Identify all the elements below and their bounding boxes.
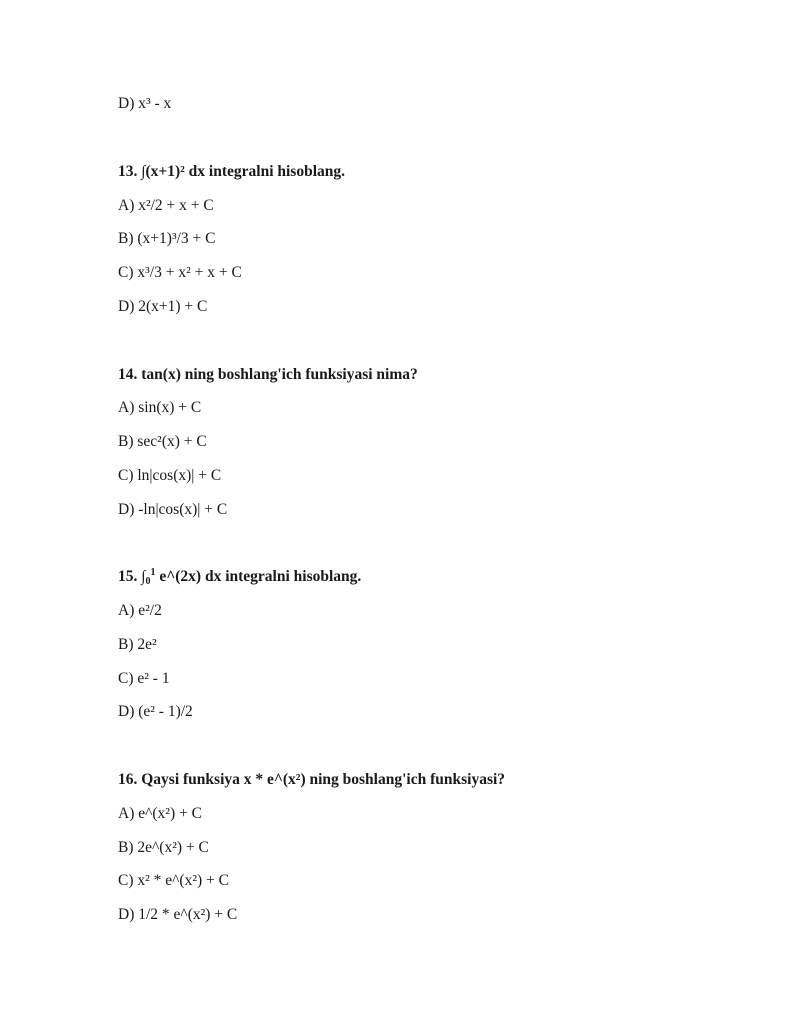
question-13-title: 13. ∫(x+1)² dx integralni hisoblang. bbox=[118, 163, 346, 180]
integral-upper-limit: 1 bbox=[150, 567, 156, 578]
question-15-option-d: D) (e² - 1)/2 bbox=[118, 703, 193, 720]
question-13-option-d: D) 2(x+1) + C bbox=[118, 298, 208, 315]
question-14-title: 14. tan(x) ning boshlang'ich funksiyasi nima? bbox=[118, 366, 418, 383]
question-13-option-a: A) x²/2 + x + C bbox=[118, 197, 214, 214]
question-13-option-c: C) x³/3 + x² + x + C bbox=[118, 264, 242, 281]
question-16-title: 16. Qaysi funksiya x * e^(x²) ning boshlang'ich funksiyasi? bbox=[118, 771, 506, 788]
question-16-option-b: B) 2e^(x²) + C bbox=[118, 839, 209, 856]
question-15-title-prefix: 15. ∫ bbox=[118, 568, 146, 585]
question-16-option-d: D) 1/2 * e^(x²) + C bbox=[118, 906, 238, 923]
question-15-option-c: C) e² - 1 bbox=[118, 670, 170, 687]
question-13-option-b: B) (x+1)³/3 + C bbox=[118, 230, 216, 247]
option-d-prev: D) x³ - x bbox=[118, 95, 172, 112]
question-16-option-c: C) x² * e^(x²) + C bbox=[118, 872, 229, 889]
question-14-option-a: A) sin(x) + C bbox=[118, 399, 202, 416]
integral-lower-limit: 0 bbox=[145, 576, 151, 587]
question-14-option-d: D) -ln|cos(x)| + C bbox=[118, 501, 228, 518]
question-16-option-a: A) e^(x²) + C bbox=[118, 805, 202, 822]
question-15-title bbox=[118, 568, 361, 586]
question-15-title-rest: e^(2x) dx integralni hisoblang. bbox=[155, 568, 362, 585]
question-15-option-b: B) 2e² bbox=[118, 636, 157, 653]
question-14-option-b: B) sec²(x) + C bbox=[118, 433, 207, 450]
question-15-option-a: A) e²/2 bbox=[118, 602, 162, 619]
question-14-option-c: C) ln|cos(x)| + C bbox=[118, 467, 222, 484]
